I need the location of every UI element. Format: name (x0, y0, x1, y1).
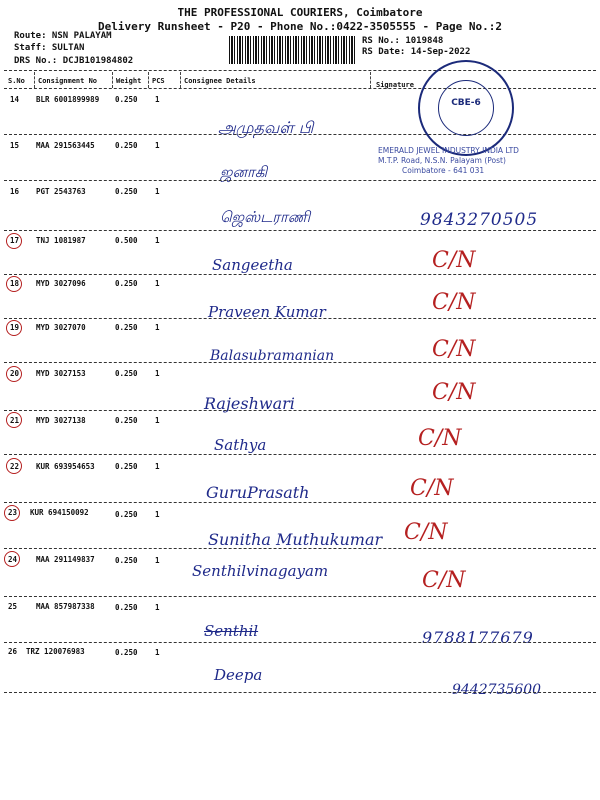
drs-label: DRS No.: DCJB101984802 (14, 56, 134, 66)
header-rule-top (4, 70, 596, 71)
row-rule (4, 180, 596, 181)
row-pcs: 1 (155, 141, 160, 150)
row-weight: 0.250 (115, 323, 138, 332)
seal-inner-ring (438, 80, 494, 136)
row-weight: 0.250 (115, 141, 138, 150)
row-consignment: MYD 3027138 (36, 416, 86, 425)
row-sno: 17 (10, 236, 20, 245)
row-consignee-handwritten: Senthilvinagayam (192, 562, 329, 580)
row-consignment: MYD 3027096 (36, 279, 86, 288)
row-weight: 0.250 (115, 187, 138, 196)
row-pcs: 1 (155, 236, 160, 245)
row-consignee-handwritten: GuruPrasath (206, 483, 310, 502)
row-pcs: 1 (155, 603, 160, 612)
row-rule (4, 548, 596, 549)
row-consignee-handwritten: Sunitha Muthukumar (208, 530, 383, 549)
row-sno: 21 (10, 416, 20, 425)
row-consignment: TNJ 1081987 (36, 236, 86, 245)
row-weight: 0.500 (115, 236, 138, 245)
route-label: Route: NSN PALAYAM (14, 31, 112, 41)
shop-stamp-line: Coimbatore - 641 031 (402, 166, 485, 175)
col-weight: Weight (116, 77, 142, 85)
rs-number: RS No.: 1019848 (362, 36, 444, 46)
col-signature: Signature (376, 81, 414, 89)
row-consignment: PGT 2543763 (36, 187, 86, 196)
row-sno: 24 (8, 555, 18, 564)
row-weight: 0.250 (115, 603, 138, 612)
row-sno: 19 (10, 323, 20, 332)
row-sno: 18 (10, 279, 20, 288)
row-weight: 0.250 (115, 462, 138, 471)
row-rule (4, 134, 596, 135)
row-weight: 0.250 (115, 95, 138, 104)
row-signature-handwritten: C/N (422, 568, 466, 593)
row-consignee-handwritten: ஜனாகி (220, 163, 268, 181)
row-sno: 16 (10, 187, 20, 196)
row-rule (4, 362, 596, 363)
col-divider (180, 72, 181, 88)
row-signature-handwritten: 9788177679 (422, 628, 534, 647)
row-consignment: MAA 291149837 (36, 555, 95, 564)
row-sno: 20 (10, 369, 20, 378)
col-divider (148, 72, 149, 88)
row-consignment: MAA 857987338 (36, 602, 95, 611)
row-weight: 0.250 (115, 648, 138, 657)
row-pcs: 1 (155, 416, 160, 425)
row-signature-handwritten: C/N (418, 426, 462, 451)
row-consignee-handwritten: Deepa (214, 666, 263, 684)
row-weight: 0.250 (115, 369, 138, 378)
runsheet-title: Delivery Runsheet - P20 - Phone No.:0422-3505555 - Page No.:2 (98, 20, 502, 33)
row-signature-handwritten: 9442735600 (452, 682, 542, 698)
row-weight: 0.250 (115, 279, 138, 288)
row-signature-handwritten: 9843270505 (420, 210, 539, 230)
row-rule (4, 274, 596, 275)
company-title: THE PROFESSIONAL COURIERS, Coimbatore (177, 6, 423, 19)
row-sno: 14 (10, 95, 20, 104)
col-divider (34, 72, 35, 88)
row-sno: 22 (10, 462, 20, 471)
shop-stamp-line: M.T.P. Road, N.S.N. Palayam (Post) (378, 156, 506, 165)
row-signature-handwritten: C/N (404, 520, 448, 545)
row-consignment: MYD 3027153 (36, 369, 86, 378)
row-consignment: KUR 693954653 (36, 462, 95, 471)
row-rule (4, 502, 596, 503)
row-consignee-handwritten: Rajeshwari (204, 394, 295, 413)
row-pcs: 1 (155, 462, 160, 471)
company-seal (418, 60, 514, 156)
row-consignment: BLR 6001899989 (36, 95, 100, 104)
row-rule (4, 642, 596, 643)
row-pcs: 1 (155, 648, 160, 657)
row-consignment: MYD 3027070 (36, 323, 86, 332)
row-pcs: 1 (155, 187, 160, 196)
row-signature-handwritten: C/N (432, 380, 476, 405)
col-pcs: PCS (152, 77, 165, 85)
row-consignment: MAA 291563445 (36, 141, 95, 150)
shop-stamp-line: EMERALD JEWEL INDUSTRY INDIA LTD (378, 146, 519, 155)
row-rule (4, 596, 596, 597)
row-signature-handwritten: C/N (410, 476, 454, 501)
row-sno: 26 (8, 647, 18, 656)
seal-center-text: CBE-6 (451, 98, 481, 108)
row-sno: 23 (8, 508, 18, 517)
row-consignee-handwritten: Praveen Kumar (208, 303, 326, 321)
row-pcs: 1 (155, 323, 160, 332)
row-pcs: 1 (155, 556, 160, 565)
row-rule (4, 318, 596, 319)
row-signature-handwritten: C/N (432, 337, 476, 362)
row-rule (4, 454, 596, 455)
col-consignment: Consignment No (38, 77, 98, 85)
row-weight: 0.250 (115, 416, 138, 425)
col-consignee: Consignee Details (184, 77, 256, 85)
row-consignee-handwritten: அமுதவள் பி (218, 118, 314, 137)
row-consignment: TRZ 120076983 (26, 647, 85, 656)
row-pcs: 1 (155, 510, 160, 519)
barcode (229, 36, 357, 64)
row-pcs: 1 (155, 95, 160, 104)
col-divider (370, 72, 371, 88)
row-consignment: KUR 694150092 (30, 508, 89, 517)
row-weight: 0.250 (115, 510, 138, 519)
row-sno: 25 (8, 602, 18, 611)
row-pcs: 1 (155, 279, 160, 288)
row-consignee-handwritten: ஜெஸ்டராணி (220, 208, 311, 226)
col-sno: S.No (8, 77, 25, 85)
row-consignee-handwritten: Balasubramanian (210, 348, 335, 364)
rs-date: RS Date: 14-Sep-2022 (362, 47, 471, 57)
row-consignee-handwritten: Sathya (214, 436, 267, 454)
row-consignee-handwritten: Senthil (204, 622, 259, 640)
row-consignee-handwritten: Sangeetha (212, 256, 293, 274)
row-sno: 15 (10, 141, 20, 150)
row-rule (4, 410, 596, 411)
row-pcs: 1 (155, 369, 160, 378)
shop-stamp (378, 146, 519, 176)
row-signature-handwritten: C/N (432, 248, 476, 273)
row-signature-handwritten: C/N (432, 290, 476, 315)
col-divider (112, 72, 113, 88)
row-rule (4, 692, 596, 693)
row-rule (4, 230, 596, 231)
staff-label: Staff: SULTAN (14, 43, 85, 53)
row-weight: 0.250 (115, 556, 138, 565)
